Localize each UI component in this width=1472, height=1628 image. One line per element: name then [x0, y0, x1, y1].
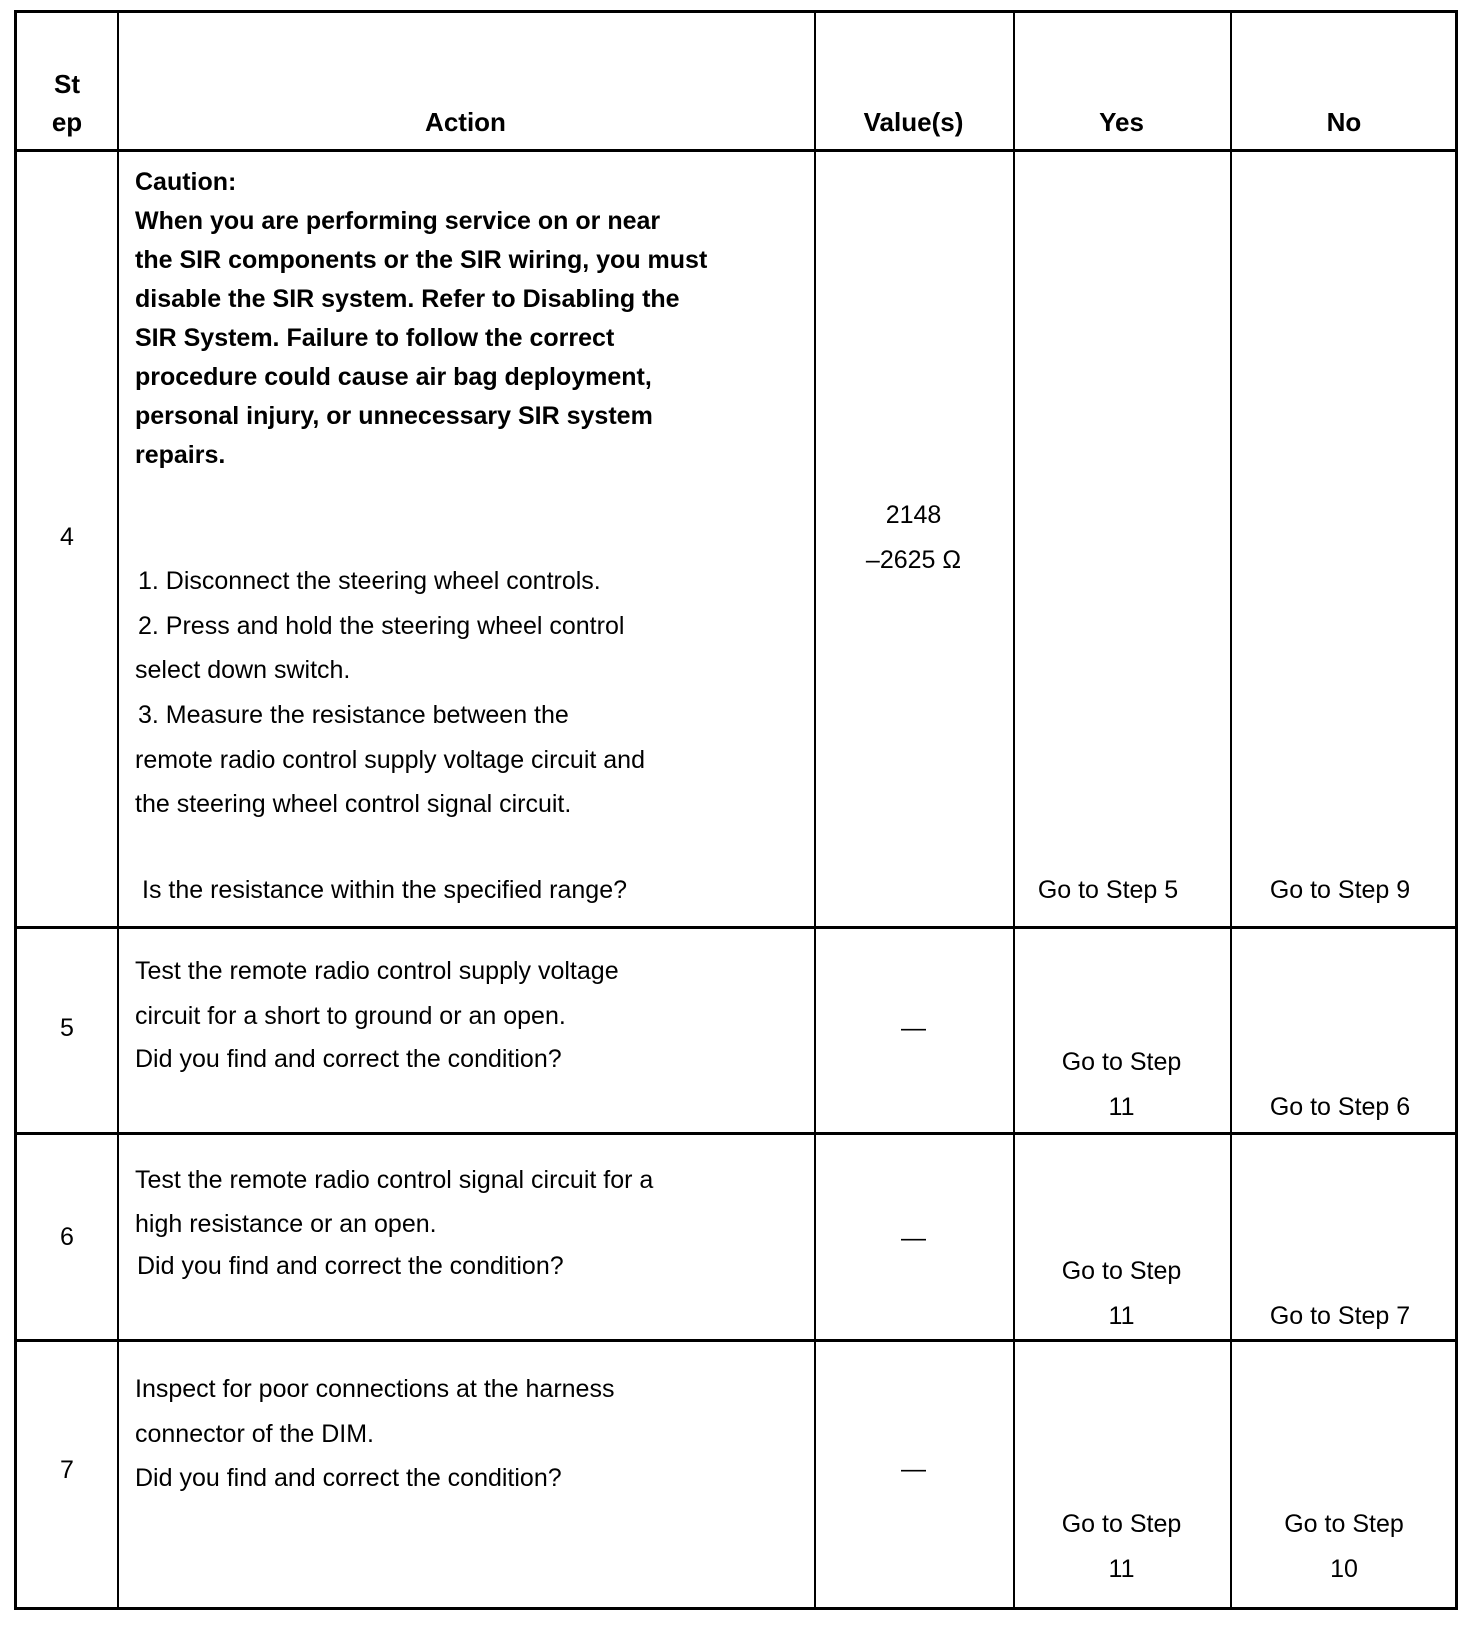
value-none: —	[901, 1455, 926, 1483]
caution-text: repairs.	[135, 441, 226, 469]
procedure-step: remote radio control supply voltage circuit and	[135, 746, 645, 774]
no-result: Go to Step 6	[1269, 1093, 1411, 1121]
yes-result: 11	[1108, 1555, 1135, 1583]
caution-text: personal injury, or unnecessary SIR system	[135, 402, 653, 430]
row-divider	[17, 1132, 1455, 1135]
caution-text: procedure could cause air bag deployment,	[135, 363, 652, 391]
yes-result: 11	[1108, 1302, 1135, 1330]
step-number: 6	[60, 1223, 74, 1251]
header-values: Value(s)	[863, 107, 964, 137]
caution-text: the SIR components or the SIR wiring, you must	[135, 246, 708, 274]
no-result: Go to Step 7	[1269, 1302, 1411, 1330]
step-number: 4	[60, 523, 74, 551]
action-text: Test the remote radio control supply voltage	[135, 957, 619, 985]
header-no: No	[1326, 107, 1362, 137]
header-step-line2: ep	[51, 107, 83, 137]
action-text: Test the remote radio control signal circuit for a	[135, 1166, 654, 1194]
procedure-step: 3. Measure the resistance between the	[138, 701, 569, 729]
header-action: Action	[425, 107, 506, 137]
no-result: Go to Step	[1284, 1510, 1404, 1538]
action-text: circuit for a short to ground or an open.	[135, 1002, 566, 1030]
procedure-step: the steering wheel control signal circuit.	[135, 790, 572, 818]
yes-result: Go to Step	[1061, 1257, 1182, 1285]
procedure-step: 1. Disconnect the steering wheel controls.	[138, 567, 601, 595]
value-range: –2625 Ω	[865, 546, 962, 574]
no-result: 10	[1330, 1555, 1358, 1583]
value-none: —	[901, 1014, 926, 1042]
value-none: —	[901, 1224, 926, 1252]
step-number: 7	[60, 1456, 74, 1484]
procedure-step: 2. Press and hold the steering wheel control	[138, 612, 625, 640]
question-text: Did you find and correct the condition?	[135, 1045, 562, 1073]
column-divider	[814, 13, 816, 1607]
yes-result: Go to Step	[1061, 1510, 1182, 1538]
yes-result: Go to Step 5	[1037, 876, 1179, 904]
caution-text: disable the SIR system. Refer to Disabling the	[135, 285, 680, 313]
column-divider	[117, 13, 119, 1607]
action-text: Inspect for poor connections at the harness	[135, 1375, 615, 1403]
caution-text: SIR System. Failure to follow the correct	[135, 324, 615, 352]
column-divider	[1230, 13, 1232, 1607]
row-divider	[17, 926, 1455, 929]
question-text: Is the resistance within the specified range?	[142, 876, 627, 904]
question-text: Did you find and correct the condition?	[137, 1252, 564, 1280]
header-yes: Yes	[1099, 107, 1144, 137]
value-range: 2148	[885, 501, 942, 529]
yes-result: 11	[1108, 1093, 1135, 1121]
row-divider	[17, 1339, 1455, 1342]
no-result: Go to Step 9	[1269, 876, 1411, 904]
procedure-step: select down switch.	[135, 656, 351, 684]
question-text: Did you find and correct the condition?	[135, 1464, 562, 1492]
yes-result: Go to Step	[1061, 1048, 1182, 1076]
row-divider	[17, 149, 1455, 152]
action-text: connector of the DIM.	[135, 1420, 375, 1448]
diagnostic-table	[14, 10, 1458, 1610]
step-number: 5	[60, 1014, 74, 1042]
header-step-line1: St	[54, 69, 80, 99]
caution-label: Caution:	[135, 168, 237, 196]
action-text: high resistance or an open.	[135, 1210, 437, 1238]
column-divider	[1013, 13, 1015, 1607]
caution-text: When you are performing service on or near	[135, 207, 661, 235]
